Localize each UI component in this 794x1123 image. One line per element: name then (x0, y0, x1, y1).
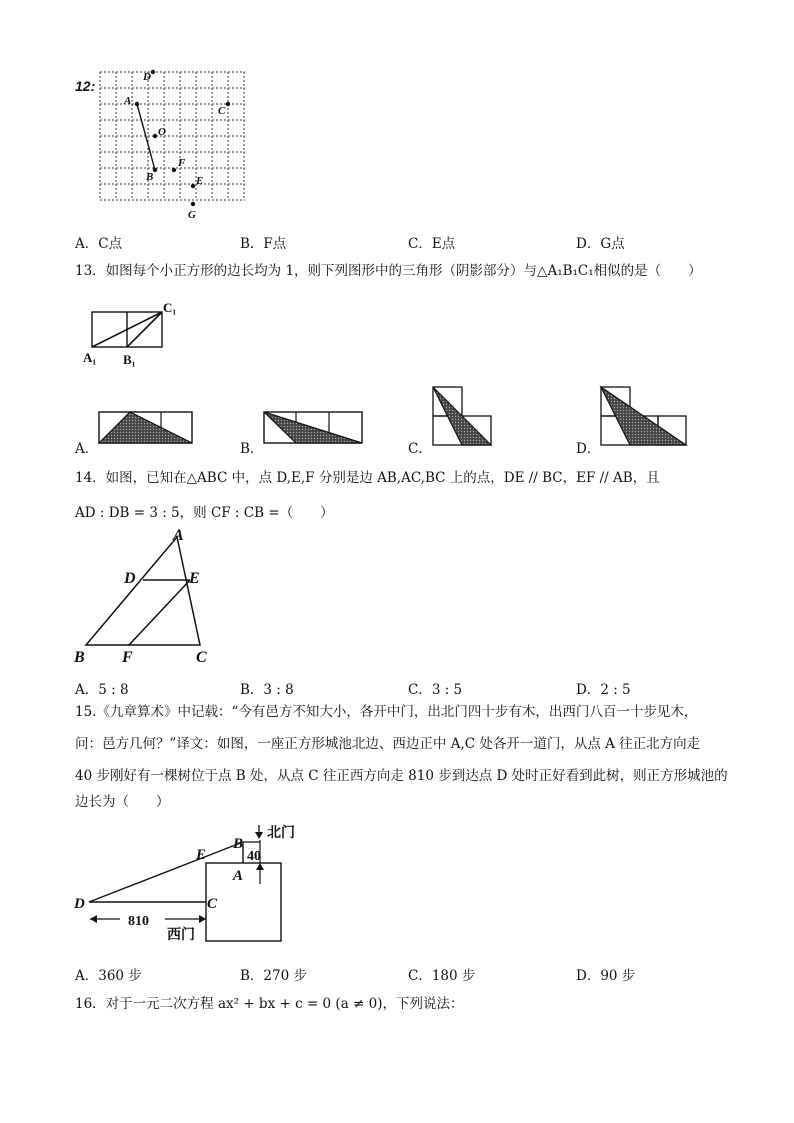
segment-ab (137, 104, 155, 170)
q15-option-b[interactable]: B．270 步 (240, 968, 307, 984)
q14-label-a: A (173, 527, 184, 544)
q14-stem-line2: AD : DB = 3 : 5，则 CF : CB =（ ） (75, 505, 334, 521)
q15-option-c[interactable]: C．180 步 (408, 968, 476, 984)
q15-label-a: A (233, 868, 244, 884)
label-d: D (143, 71, 151, 83)
q14-label-d: D (124, 570, 136, 587)
q15-text-line2: 问：邑方几何？”译文：如图，一座正方形城池北边、西边正中 A,C 处各开一道门，从点 A 往正北方向走 (75, 736, 701, 752)
q14-label-f: F (122, 649, 133, 666)
q12-option-d[interactable]: D．G点 (576, 236, 625, 252)
q13-option-d-figure (598, 385, 690, 447)
q14-option-a[interactable]: A．5 : 8 (75, 682, 129, 698)
q15-option-a[interactable]: A．360 步 (75, 968, 142, 984)
q14-label-b: B (74, 649, 85, 666)
q13-option-b[interactable]: B． (240, 441, 264, 457)
label-b: B (146, 171, 154, 183)
north-gate-label: 北门 (267, 826, 295, 841)
q12-grid-figure (90, 62, 260, 222)
q12-option-c[interactable]: C．E点 (408, 236, 456, 252)
city-square (206, 863, 281, 941)
q13-stem: 13．如图每个小正方形的边长均为 1，则下列图形中的三角形（阴影部分）与△A₁B₁C₁相似的是（ ） (75, 263, 702, 279)
q16-stem: 16．对于一元二次方程 ax² + bx + c = 0 (a ≠ 0)，下列说法： (75, 996, 464, 1012)
q13-reference-figure (75, 292, 190, 372)
q14-label-e: E (189, 570, 200, 587)
q12-number: 12: (75, 78, 96, 94)
distance-810-label: 810 (128, 914, 149, 929)
q15-option-d[interactable]: D．90 步 (576, 968, 636, 984)
q12-option-b[interactable]: B．F点 (240, 236, 287, 252)
q13-option-d[interactable]: D． (576, 441, 601, 457)
q15-text-line1: 15.《九章算术》中记载：“今有邑方不知大小，各开中门，出北门四十步有木，出西门八百一十步见木， (75, 704, 698, 720)
q15-text-line4: 边长为（ ） (75, 794, 170, 810)
distance-40-label: 40 (247, 849, 261, 864)
q15-label-e: E (196, 847, 207, 863)
q15-label-c: C (207, 896, 218, 912)
point-b (153, 168, 157, 172)
label-b1: B₁ (123, 352, 136, 367)
q14-option-d[interactable]: D．2 : 5 (576, 682, 631, 698)
label-a1: A₁ (83, 350, 97, 365)
point-g (191, 202, 195, 206)
label-f: F (178, 157, 186, 169)
q13-option-c-figure (430, 385, 496, 447)
label-o: O (158, 126, 166, 138)
q13-option-a-figure (98, 410, 194, 446)
q12-option-a[interactable]: A．C点 (75, 236, 123, 252)
q13-option-b-figure (262, 410, 366, 446)
label-c1: C₁ (163, 300, 177, 315)
q14-option-b[interactable]: B．3 : 8 (240, 682, 294, 698)
q15-text-line3: 40 步刚好有一棵树位于点 B 处，从点 C 往正西方向走 810 步到达点 D 处时正好看到此树，则正方形城池的 (75, 768, 728, 784)
q13-option-c[interactable]: C． (408, 441, 432, 457)
west-gate-label: 西门 (167, 928, 195, 943)
point-c (226, 102, 230, 106)
point-e (191, 184, 195, 188)
point-d (151, 70, 155, 74)
q14-label-c: C (196, 649, 207, 666)
point-f (172, 168, 176, 172)
q15-city-figure (70, 822, 300, 947)
label-e: E (196, 175, 204, 187)
q13-option-a[interactable]: A． (75, 441, 99, 457)
q15-label-d: D (74, 896, 85, 912)
label-g: G (188, 209, 196, 221)
label-c: C (218, 105, 226, 117)
q14-triangle-figure (70, 525, 220, 670)
point-a (135, 102, 139, 106)
label-a: A (124, 95, 132, 107)
q14-option-c[interactable]: C．3 : 5 (408, 682, 463, 698)
q15-label-b: B (233, 836, 244, 852)
q14-stem-line1: 14．如图，已知在△ABC 中，点 D,E,F 分别是边 AB,AC,BC 上的点，DE // BC，EF // AB，且 (75, 470, 660, 486)
point-o (153, 134, 157, 138)
